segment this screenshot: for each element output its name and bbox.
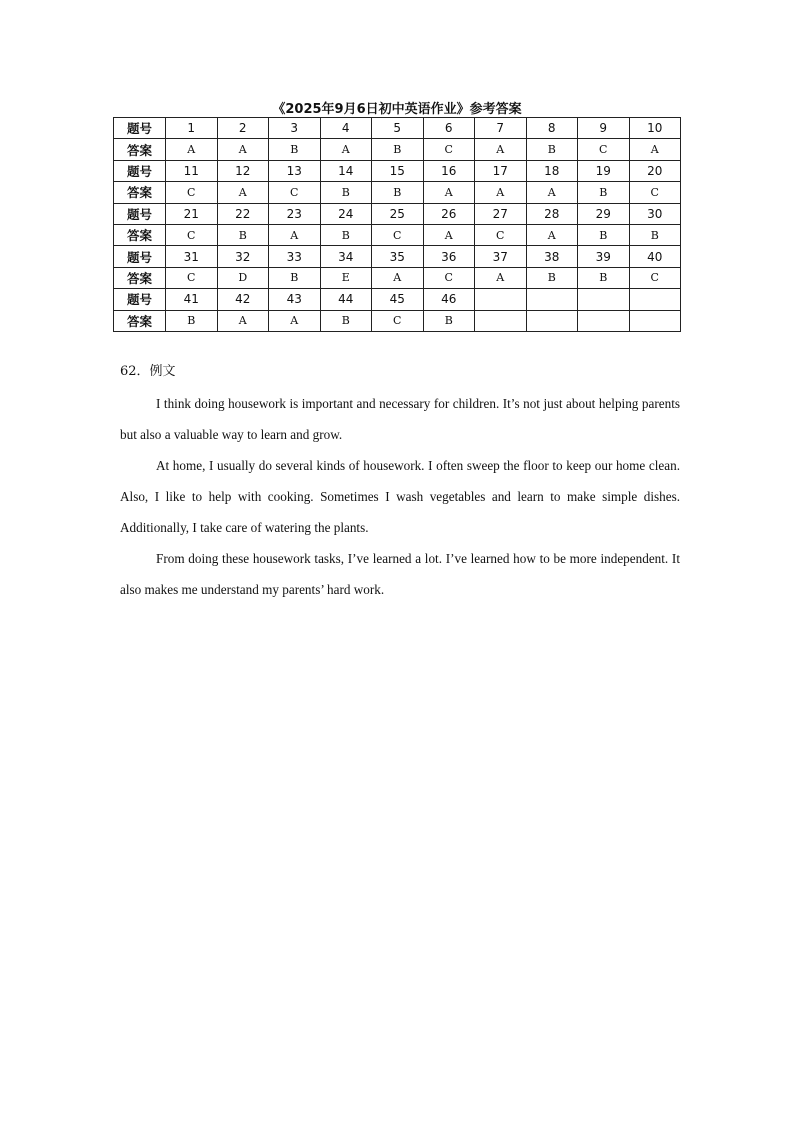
answer-cell: A: [217, 139, 269, 160]
question-number-cell: 14: [320, 160, 372, 181]
question-number-cell: 35: [372, 246, 424, 267]
question-number-label: 题号: [114, 203, 166, 224]
answer-cell: A: [526, 182, 578, 203]
question-number-cell: 42: [217, 289, 269, 310]
answer-cell: [629, 310, 681, 331]
question-number-cell: 10: [629, 118, 681, 139]
answer-label: 答案: [114, 182, 166, 203]
question-number-row: [114, 160, 681, 181]
answer-label: 答案: [114, 139, 166, 160]
question-number-row: [114, 118, 681, 139]
question-number-cell: 29: [578, 203, 630, 224]
question-number-cell: 5: [372, 118, 424, 139]
question-number-cell: 39: [578, 246, 630, 267]
answer-row: [114, 310, 681, 331]
question-number-cell: 6: [423, 118, 475, 139]
essay-paragraph-3: From doing these housework tasks, I’ve learned a lot. I’ve learned how to be more independent. It also makes me understand my parents’ hard work.: [120, 551, 680, 597]
answer-label: 答案: [114, 224, 166, 245]
question-number-cell: 33: [269, 246, 321, 267]
answer-cell: A: [217, 310, 269, 331]
answer-cell: B: [320, 182, 372, 203]
question-number-cell: 26: [423, 203, 475, 224]
question-number-label: 题号: [114, 289, 166, 310]
answer-cell: A: [217, 182, 269, 203]
answer-cell: A: [475, 139, 527, 160]
question-number-cell: 21: [166, 203, 218, 224]
question-number-cell: [526, 289, 578, 310]
answer-cell: B: [166, 310, 218, 331]
question-number-cell: 36: [423, 246, 475, 267]
answer-cell: D: [217, 267, 269, 288]
question-number-cell: 24: [320, 203, 372, 224]
answer-cell: A: [526, 224, 578, 245]
sample-essay: [120, 388, 680, 605]
answer-row: [114, 224, 681, 245]
question-number-cell: 8: [526, 118, 578, 139]
answer-cell: B: [217, 224, 269, 245]
question-number-cell: 9: [578, 118, 630, 139]
answer-cell: B: [526, 267, 578, 288]
question-number-cell: 2: [217, 118, 269, 139]
question-number-cell: 23: [269, 203, 321, 224]
answer-cell: A: [423, 182, 475, 203]
question-number-label: 题号: [114, 246, 166, 267]
question-number-label: 题号: [114, 118, 166, 139]
question-number-cell: [629, 289, 681, 310]
answer-cell: B: [320, 224, 372, 245]
answer-cell: C: [629, 267, 681, 288]
answer-cell: B: [629, 224, 681, 245]
question-number-cell: 40: [629, 246, 681, 267]
question-number-cell: 22: [217, 203, 269, 224]
essay-heading: 62．例文: [120, 364, 176, 379]
answer-row: [114, 267, 681, 288]
question-number-cell: 28: [526, 203, 578, 224]
answer-row: [114, 139, 681, 160]
question-number-cell: 18: [526, 160, 578, 181]
question-number-label: 题号: [114, 160, 166, 181]
page-title: 《2025年9月6日初中英语作业》参考答案: [272, 102, 522, 117]
answer-cell: B: [526, 139, 578, 160]
answer-cell: B: [423, 310, 475, 331]
question-number-cell: 45: [372, 289, 424, 310]
question-number-cell: 11: [166, 160, 218, 181]
answer-cell: B: [578, 182, 630, 203]
answer-cell: C: [578, 139, 630, 160]
answer-cell: B: [372, 139, 424, 160]
answer-cell: A: [423, 224, 475, 245]
answer-row: [114, 182, 681, 203]
answer-cell: E: [320, 267, 372, 288]
answer-label: 答案: [114, 310, 166, 331]
question-number-cell: 13: [269, 160, 321, 181]
question-number-row: [114, 246, 681, 267]
question-number-cell: 15: [372, 160, 424, 181]
question-number-cell: 44: [320, 289, 372, 310]
answer-cell: C: [372, 310, 424, 331]
answer-cell: C: [475, 224, 527, 245]
answer-cell: B: [372, 182, 424, 203]
answer-cell: A: [269, 310, 321, 331]
question-number-cell: 20: [629, 160, 681, 181]
question-number-cell: 46: [423, 289, 475, 310]
question-number-row: [114, 289, 681, 310]
answer-cell: C: [269, 182, 321, 203]
answer-cell: A: [320, 139, 372, 160]
answer-cell: C: [372, 224, 424, 245]
question-number-cell: 19: [578, 160, 630, 181]
answer-cell: C: [166, 182, 218, 203]
answer-label: 答案: [114, 267, 166, 288]
essay-paragraph-2: At home, I usually do several kinds of housework. I often sweep the floor to keep our home clean. Also, I like to help with cooking. Sometimes I wash vegetables and learn to make simple dishes. Additionally, I take care of watering the plants.: [120, 458, 680, 535]
question-number-cell: [578, 289, 630, 310]
question-number-cell: 12: [217, 160, 269, 181]
answer-cell: A: [372, 267, 424, 288]
question-number-row: [114, 203, 681, 224]
answer-cell: C: [166, 267, 218, 288]
question-number-cell: 34: [320, 246, 372, 267]
answer-cell: C: [166, 224, 218, 245]
question-number-cell: 30: [629, 203, 681, 224]
question-number-cell: 25: [372, 203, 424, 224]
question-number-cell: 37: [475, 246, 527, 267]
answer-table-body: [114, 118, 681, 332]
answer-cell: B: [578, 267, 630, 288]
answer-cell: B: [269, 139, 321, 160]
answer-cell: A: [475, 267, 527, 288]
question-number-cell: [475, 289, 527, 310]
question-number-cell: 4: [320, 118, 372, 139]
question-number-cell: 16: [423, 160, 475, 181]
answer-cell: C: [423, 139, 475, 160]
answer-cell: [475, 310, 527, 331]
essay-paragraph-1: I think doing housework is important and necessary for children. It’s not just about helping parents but also a valuable way to learn and grow.: [120, 396, 680, 442]
question-number-cell: 43: [269, 289, 321, 310]
question-number-cell: 41: [166, 289, 218, 310]
answer-cell: [526, 310, 578, 331]
answer-cell: A: [629, 139, 681, 160]
answer-table: [113, 117, 681, 332]
answer-cell: B: [320, 310, 372, 331]
answer-cell: A: [269, 224, 321, 245]
question-number-cell: 7: [475, 118, 527, 139]
answer-cell: A: [475, 182, 527, 203]
question-number-cell: 31: [166, 246, 218, 267]
question-number-cell: 38: [526, 246, 578, 267]
answer-cell: [578, 310, 630, 331]
question-number-cell: 3: [269, 118, 321, 139]
question-number-cell: 1: [166, 118, 218, 139]
answer-cell: C: [423, 267, 475, 288]
question-number-cell: 17: [475, 160, 527, 181]
question-number-cell: 27: [475, 203, 527, 224]
answer-cell: B: [269, 267, 321, 288]
question-number-cell: 32: [217, 246, 269, 267]
answer-cell: B: [578, 224, 630, 245]
answer-cell: C: [629, 182, 681, 203]
answer-cell: A: [166, 139, 218, 160]
